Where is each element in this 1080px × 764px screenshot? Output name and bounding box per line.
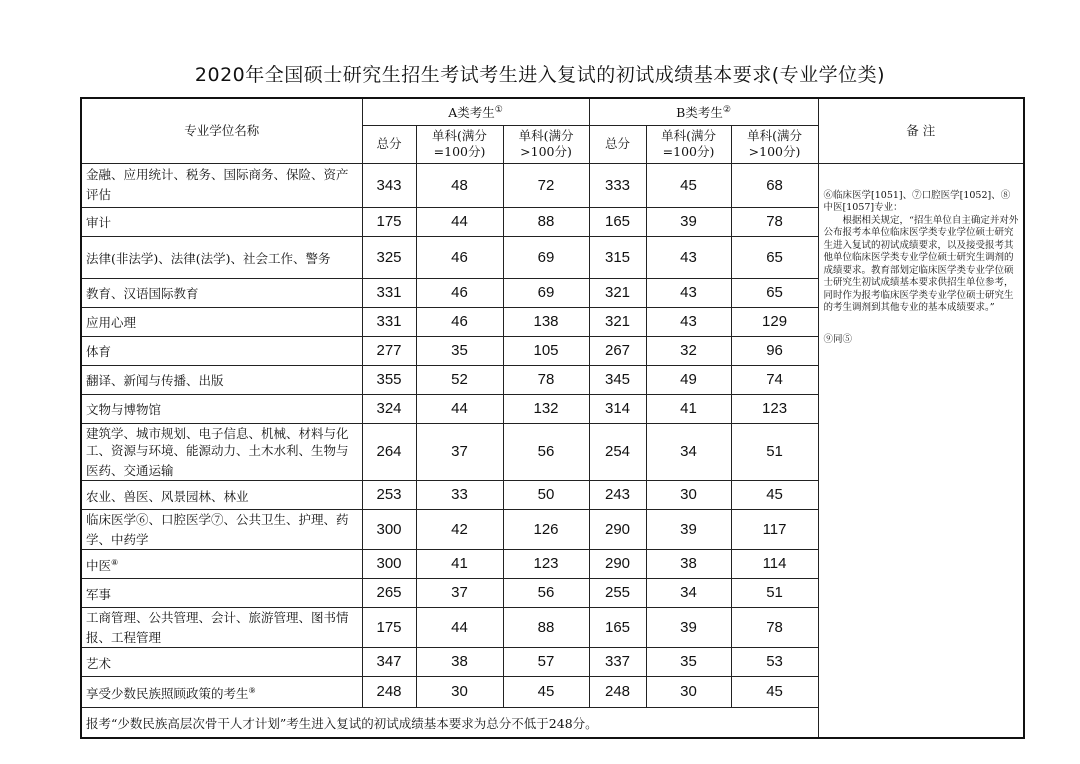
b-total-score: 165 [589,607,646,647]
major-name: 享受少数民族照顾政策的考生 [86,686,249,702]
b-single-over-100-score: 68 [731,163,818,207]
b-single-100-score: 49 [646,365,731,394]
col-header-group-a: A类考生① [362,98,589,125]
table-body [81,98,1024,738]
b-total-score: 243 [589,480,646,509]
a-total-score: 175 [362,607,416,647]
a-single-100-score: 48 [416,163,503,207]
a-total-score: 331 [362,307,416,336]
a-single-100-score: 44 [416,607,503,647]
a-total-score: 300 [362,549,416,578]
b-single-over-100-score: 65 [731,236,818,278]
remark-heading: ⑥临床医学[1051]、⑦口腔医学[1052]、⑧中医[1057]专业： [823,189,1011,213]
a-single-over-100-score: 138 [503,307,589,336]
major-name-cell [81,207,362,236]
b-single-100-score: 34 [646,578,731,607]
table-row [81,163,1024,207]
a-single-100-score: 41 [416,549,503,578]
b-single-over-100-score: 117 [731,509,818,549]
b-single-100-score: 38 [646,549,731,578]
major-name: 法律(非法学)、法律(法学)、社会工作、警务 [86,251,331,267]
footnote-mark: ② [722,105,731,116]
major-name: 翻译、新闻与传播、出版 [86,373,224,389]
a-single-100-score: 35 [416,336,503,365]
major-name-cell [81,509,362,549]
a-single-100-score: 46 [416,307,503,336]
major-name-cell [81,394,362,423]
a-single-over-100-score: 88 [503,607,589,647]
a-total-score: 324 [362,394,416,423]
b-single-100-score: 43 [646,278,731,307]
a-single-over-100-score: 56 [503,423,589,480]
major-name-cell [81,278,362,307]
a-single-over-100-score: 69 [503,236,589,278]
b-single-100-score: 30 [646,676,731,707]
a-single-over-100-score: 78 [503,365,589,394]
b-total-score: 254 [589,423,646,480]
major-name: 应用心理 [86,315,137,331]
major-name-cell [81,676,362,707]
a-total-score: 331 [362,278,416,307]
a-single-over-100-score: 88 [503,207,589,236]
page-title: 2020年全国硕士研究生招生考试考生进入复试的初试成绩基本要求(专业学位类) [194,64,886,86]
b-single-100-score: 39 [646,607,731,647]
b-single-over-100-score: 74 [731,365,818,394]
major-name-cell [81,647,362,676]
b-total-score: 290 [589,509,646,549]
b-single-over-100-score: 65 [731,278,818,307]
a-single-100-score: 37 [416,423,503,480]
a-total-score: 175 [362,207,416,236]
a-single-100-score: 38 [416,647,503,676]
a-single-100-score: 30 [416,676,503,707]
a-single-over-100-score: 132 [503,394,589,423]
b-total-score: 255 [589,578,646,607]
major-name: 体育 [86,344,112,360]
b-single-over-100-score: 51 [731,423,818,480]
a-total-score: 300 [362,509,416,549]
major-name: 临床医学⑥、口腔医学⑦、公共卫生、护理、药学、中药学 [86,511,349,547]
major-name: 工商管理、公共管理、会计、旅游管理、图书情报、工程管理 [86,609,349,645]
b-total-score: 337 [589,647,646,676]
b-single-100-score: 32 [646,336,731,365]
major-name-cell [81,163,362,207]
major-name: 建筑学、城市规划、电子信息、机械、材料与化工、资源与环境、能源动力、土木水利、生物与医药、交通运输 [86,425,349,478]
a-total-score: 265 [362,578,416,607]
col-header-a-total: 总分 [362,125,416,163]
b-single-over-100-score: 78 [731,207,818,236]
b-single-over-100-score: 51 [731,578,818,607]
footnote-mark: ⑧ [111,557,119,567]
col-header-b-single-over-100: 单科(满分 >100分) [731,125,818,163]
header-row-1 [81,98,1024,125]
remark-body: 根据相关规定，“招生单位自主确定并对外公布报考本单位临床医学类专业学位硕士研究生进入复试的初试成绩要求，以及接受报考其他单位临床医学类专业学位硕士研究生调剂的成绩要求。教育部划定临床医学类专业学位硕士研究生初试成绩基本要求供招生单位参考，同时作为报考临床医学类专业学位硕士研究生的考生调剂到其他专业的基本成绩要求。” [823,214,1019,313]
major-name: 审计 [86,215,112,231]
b-total-score: 345 [589,365,646,394]
major-name: 中医 [86,557,112,573]
major-name-cell [81,336,362,365]
major-name-cell [81,549,362,578]
b-single-100-score: 34 [646,423,731,480]
a-total-score: 355 [362,365,416,394]
b-single-100-score: 41 [646,394,731,423]
a-single-over-100-score: 69 [503,278,589,307]
major-name-cell [81,578,362,607]
a-total-score: 264 [362,423,416,480]
b-single-100-score: 30 [646,480,731,509]
a-total-score: 277 [362,336,416,365]
a-total-score: 343 [362,163,416,207]
b-single-over-100-score: 78 [731,607,818,647]
remark-cell [818,163,1024,738]
col-header-a-single-over-100: 单科(满分 >100分) [503,125,589,163]
a-single-100-score: 46 [416,236,503,278]
major-name-cell [81,480,362,509]
major-name-cell [81,423,362,480]
b-total-score: 333 [589,163,646,207]
a-total-score: 248 [362,676,416,707]
a-single-100-score: 44 [416,207,503,236]
b-total-score: 315 [589,236,646,278]
b-single-over-100-score: 96 [731,336,818,365]
a-single-over-100-score: 72 [503,163,589,207]
b-single-over-100-score: 129 [731,307,818,336]
b-single-100-score: 39 [646,207,731,236]
a-single-100-score: 33 [416,480,503,509]
col-header-a-single-100: 单科(满分 =100分) [416,125,503,163]
a-single-100-score: 46 [416,278,503,307]
b-single-100-score: 39 [646,509,731,549]
major-name-cell [81,607,362,647]
b-single-100-score: 43 [646,236,731,278]
a-single-over-100-score: 56 [503,578,589,607]
remark-note [819,164,1024,347]
a-total-score: 325 [362,236,416,278]
a-single-over-100-score: 126 [503,509,589,549]
col-header-b-total: 总分 [589,125,646,163]
b-single-over-100-score: 123 [731,394,818,423]
b-single-100-score: 35 [646,647,731,676]
a-single-100-score: 44 [416,394,503,423]
b-single-over-100-score: 45 [731,676,818,707]
b-single-100-score: 45 [646,163,731,207]
footnote-mark: ⑨ [248,685,256,695]
b-total-score: 267 [589,336,646,365]
a-total-score: 347 [362,647,416,676]
a-single-over-100-score: 45 [503,676,589,707]
b-single-over-100-score: 114 [731,549,818,578]
footer-note: 报考“少数民族高层次骨干人才计划”考生进入复试的初试成绩基本要求为总分不低于248分。 [81,707,818,738]
b-total-score: 248 [589,676,646,707]
remark-reference: ⑨同⑤ [823,333,853,345]
major-name: 农业、兽医、风景园林、林业 [86,488,249,504]
col-header-major-name: 专业学位名称 [81,98,362,163]
b-single-over-100-score: 53 [731,647,818,676]
a-total-score: 253 [362,480,416,509]
a-single-over-100-score: 105 [503,336,589,365]
col-header-b-single-100: 单科(满分 =100分) [646,125,731,163]
b-total-score: 165 [589,207,646,236]
major-name: 艺术 [86,656,112,672]
major-name: 教育、汉语国际教育 [86,286,199,302]
major-name-cell [81,236,362,278]
score-requirements-table [80,97,1025,739]
major-name: 军事 [86,586,112,602]
a-single-over-100-score: 50 [503,480,589,509]
col-header-remark: 备 注 [818,98,1024,163]
b-total-score: 314 [589,394,646,423]
b-total-score: 290 [589,549,646,578]
b-single-100-score: 43 [646,307,731,336]
footnote-mark: ① [494,105,503,116]
a-single-100-score: 52 [416,365,503,394]
b-single-over-100-score: 45 [731,480,818,509]
b-total-score: 321 [589,278,646,307]
a-single-100-score: 42 [416,509,503,549]
major-name-cell [81,365,362,394]
major-name: 文物与博物馆 [86,402,162,418]
a-single-over-100-score: 57 [503,647,589,676]
a-single-100-score: 37 [416,578,503,607]
b-total-score: 321 [589,307,646,336]
col-header-group-b: B类考生② [589,98,818,125]
major-name: 金融、应用统计、税务、国际商务、保险、资产评估 [86,167,349,203]
a-single-over-100-score: 123 [503,549,589,578]
major-name-cell [81,307,362,336]
